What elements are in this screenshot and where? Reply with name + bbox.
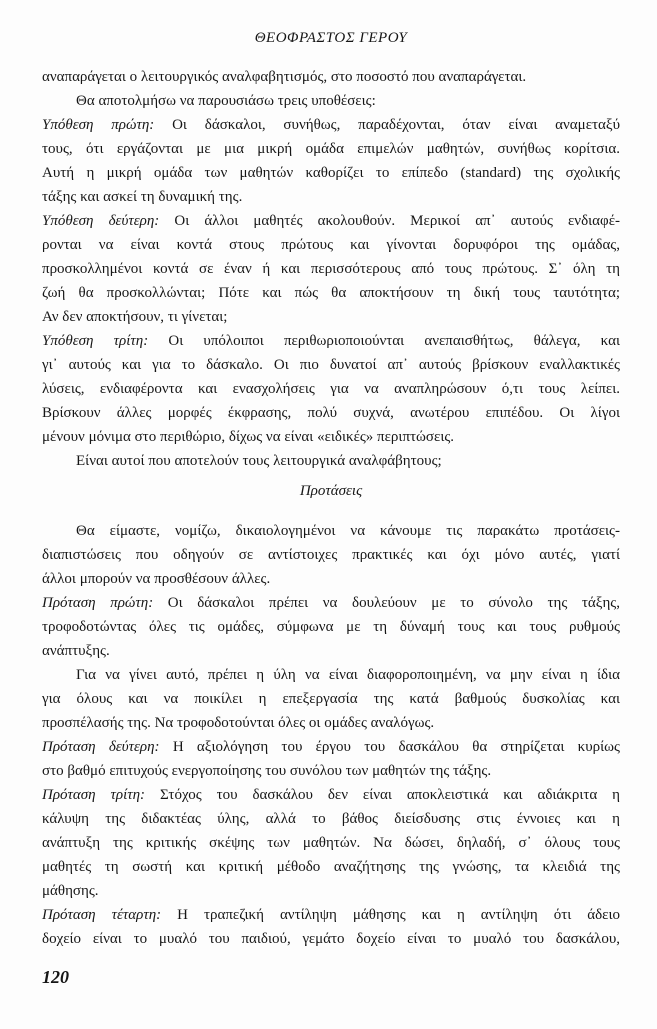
text-line bbox=[42, 567, 620, 591]
text-line bbox=[42, 113, 620, 137]
line-text: μαθητές τη σωστή και κριτική μέθοδο αναζήτησης της γνώσης, τα κλειδιά της bbox=[42, 859, 620, 875]
line-text: γι᾿ αυτούς και για το δάσκαλο. Οι πιο δυνατοί απ᾿ αυτούς βρίσκουν εναλλακτικές bbox=[42, 357, 620, 373]
text-line bbox=[42, 903, 620, 927]
text-line bbox=[42, 377, 620, 401]
text-line bbox=[42, 735, 620, 759]
text-line bbox=[42, 855, 620, 879]
text-line bbox=[42, 663, 620, 687]
text-line bbox=[42, 711, 620, 735]
paragraph-lead: Υπόθεση τρίτη: bbox=[42, 333, 149, 349]
text-line bbox=[42, 401, 620, 425]
line-text: για όλους και να ποικίλει η επεξεργασία της κατά βαθμούς δυσκολίας και bbox=[42, 691, 620, 707]
text-line bbox=[42, 425, 620, 449]
text-line bbox=[42, 233, 620, 257]
line-text: τροφοδοτώντας όλες τις ομάδες, σύμφωνα με τη δύναμή τους και τους ρυθμούς bbox=[42, 619, 620, 635]
line-text: Οι άλλοι μαθητές ακολουθούν. Μερικοί απ᾿ αυτούς ενδιαφέ- bbox=[159, 213, 620, 229]
line-text: ρονται να είναι κοντά στους πρώτους και γίνονται δορυφόροι της ομάδας, bbox=[42, 237, 620, 253]
paragraph-lead: Πρόταση τέταρτη: bbox=[42, 907, 162, 923]
line-text: κάλυψη της διδακτέας ύλης, αλλά το βάθος διείσδυσης στις έννοιες και η bbox=[42, 811, 620, 827]
line-text: Για να γίνει αυτό, πρέπει η ύλη να είναι διαφοροποιημένη, να μην είναι η ίδια bbox=[76, 667, 620, 683]
line-text: τους, ότι εργάζονται με μια μικρή ομάδα επιμελών μαθητών, συνήθως κορίτσια. bbox=[42, 141, 620, 157]
line-text: προσπέλασής της. Να τροφοδοτούνται όλες οι ομάδες αναλόγως. bbox=[42, 715, 435, 731]
paragraph-lead: Υπόθεση πρώτη: bbox=[42, 117, 155, 133]
line-text: ανάπτυξης. bbox=[42, 643, 110, 659]
text-line bbox=[42, 687, 620, 711]
line-text: Η τραπεζική αντίληψη μάθησης και η αντίληψη ότι άδειο bbox=[161, 907, 621, 923]
text-line bbox=[42, 615, 620, 639]
line-text: προσκολλημένοι κοντά σε έναν ή και περισσότερους από τους πρώτους. Σ᾿ όλη τη bbox=[42, 261, 620, 277]
line-text: αναπαράγεται ο λειτουργικός αναλφαβητισμός, στο ποσοστό που αναπαράγεται. bbox=[42, 69, 527, 85]
paragraph-lead: Πρόταση τρίτη: bbox=[42, 787, 146, 803]
text-line bbox=[42, 329, 620, 353]
line-text: Είναι αυτοί που αποτελούν τους λειτουργικά αναλφάβητους; bbox=[76, 453, 442, 469]
running-header: ΘΕΟΦΡΑΣΤΟΣ ΓΕΡΟΥ bbox=[254, 30, 408, 46]
text-line bbox=[42, 65, 620, 89]
paragraph-lead: Υπόθεση δεύτερη: bbox=[42, 213, 160, 229]
line-text: Αν δεν αποκτήσουν, τι γίνεται; bbox=[42, 309, 228, 325]
text-line bbox=[42, 353, 620, 377]
line-text: Θα αποτολμήσω να παρουσιάσω τρεις υποθέσεις: bbox=[76, 93, 376, 109]
text-line bbox=[42, 209, 620, 233]
line-text: Αυτή η μικρή ομάδα των μαθητών καθορίζει το επίπεδο (standard) της σχολικής bbox=[42, 165, 620, 181]
line-text: μένουν μόνιμα στο περιθώριο, δίχως να είναι «ειδικές» περιπτώσεις. bbox=[42, 429, 455, 445]
line-text: Θα είμαστε, νομίζω, δικαιολογημένοι να κάνουμε τις παρακάτω προτάσεις- bbox=[76, 523, 620, 539]
text-line bbox=[42, 831, 620, 855]
section-heading: Προτάσεις bbox=[299, 483, 363, 499]
text-line bbox=[42, 161, 620, 185]
text-block-hypotheses bbox=[42, 65, 620, 473]
text-block-proposals bbox=[42, 519, 620, 951]
text-line bbox=[42, 137, 620, 161]
page-number: 120 bbox=[42, 967, 69, 987]
text-line bbox=[42, 449, 620, 473]
line-text: στο βαθμό επιτυχούς ενεργοποίησης του συνόλου των μαθητών της τάξης. bbox=[42, 763, 492, 779]
text-line bbox=[42, 305, 620, 329]
line-text: Βρίσκουν άλλες μορφές έκφρασης, πολύ συχνά, ανωτέρου επιπέδου. Οι λίγοι bbox=[42, 405, 620, 421]
text-line bbox=[42, 185, 620, 209]
text-line bbox=[42, 807, 620, 831]
line-text: Στόχος του δασκάλου δεν είναι αποκλειστικά και αδιάκριτα η bbox=[145, 787, 621, 803]
line-text: λύσεις, ενδιαφέροντα και ενασχολήσεις για να αναπληρώσουν ό,τι τους λείπει. bbox=[42, 381, 620, 397]
paragraph-lead: Πρόταση πρώτη: bbox=[42, 595, 154, 611]
paragraph-lead: Πρόταση δεύτερη: bbox=[42, 739, 160, 755]
line-text: Η αξιολόγηση του έργου του δασκάλου θα στηρίζεται κυρίως bbox=[159, 739, 620, 755]
text-line bbox=[42, 257, 620, 281]
text-line bbox=[42, 89, 620, 113]
line-text: τάξης και ασκεί τη δυναμική της. bbox=[42, 189, 243, 205]
line-text: άλλοι μπορούν να προσθέσουν άλλες. bbox=[42, 571, 271, 587]
text-line bbox=[42, 639, 620, 663]
line-text: ζωή θα προσκολλώνται; Πότε και πώς θα αποκτήσουν τη δική τους ταυτότητα; bbox=[42, 285, 620, 301]
text-line bbox=[42, 879, 620, 903]
line-text: Οι υπόλοιποι περιθωριοποιούνται ανεπαισθήτως, θάλεγα, και bbox=[148, 333, 620, 349]
line-text: ανάπτυξη της κριτικής σκέψης των μαθητών. Να δώσει, δηλαδή, σ᾿ όλους τους bbox=[42, 835, 620, 851]
line-text: Οι δάσκαλοι πρέπει να δουλεύουν με το σύνολο της τάξης, bbox=[153, 595, 620, 611]
text-line bbox=[42, 519, 620, 543]
text-line bbox=[42, 783, 620, 807]
line-text: δοχείο είναι το μυαλό του παιδιού, γεμάτο δοχείο είναι το μυαλό του δασκάλου, bbox=[42, 931, 620, 947]
line-text: Οι δάσκαλοι, συνήθως, παραδέχονται, όταν είναι αναμεταξύ bbox=[154, 117, 621, 133]
text-line bbox=[42, 543, 620, 567]
text-line bbox=[42, 759, 620, 783]
text-line bbox=[42, 281, 620, 305]
line-text: διαπιστώσεις που οδηγούν σε αντίστοιχες πρακτικές και όχι μόνο αυτές, γιατί bbox=[42, 547, 620, 563]
text-line bbox=[42, 591, 620, 615]
line-text: μάθησης. bbox=[42, 883, 99, 899]
text-line bbox=[42, 927, 620, 951]
